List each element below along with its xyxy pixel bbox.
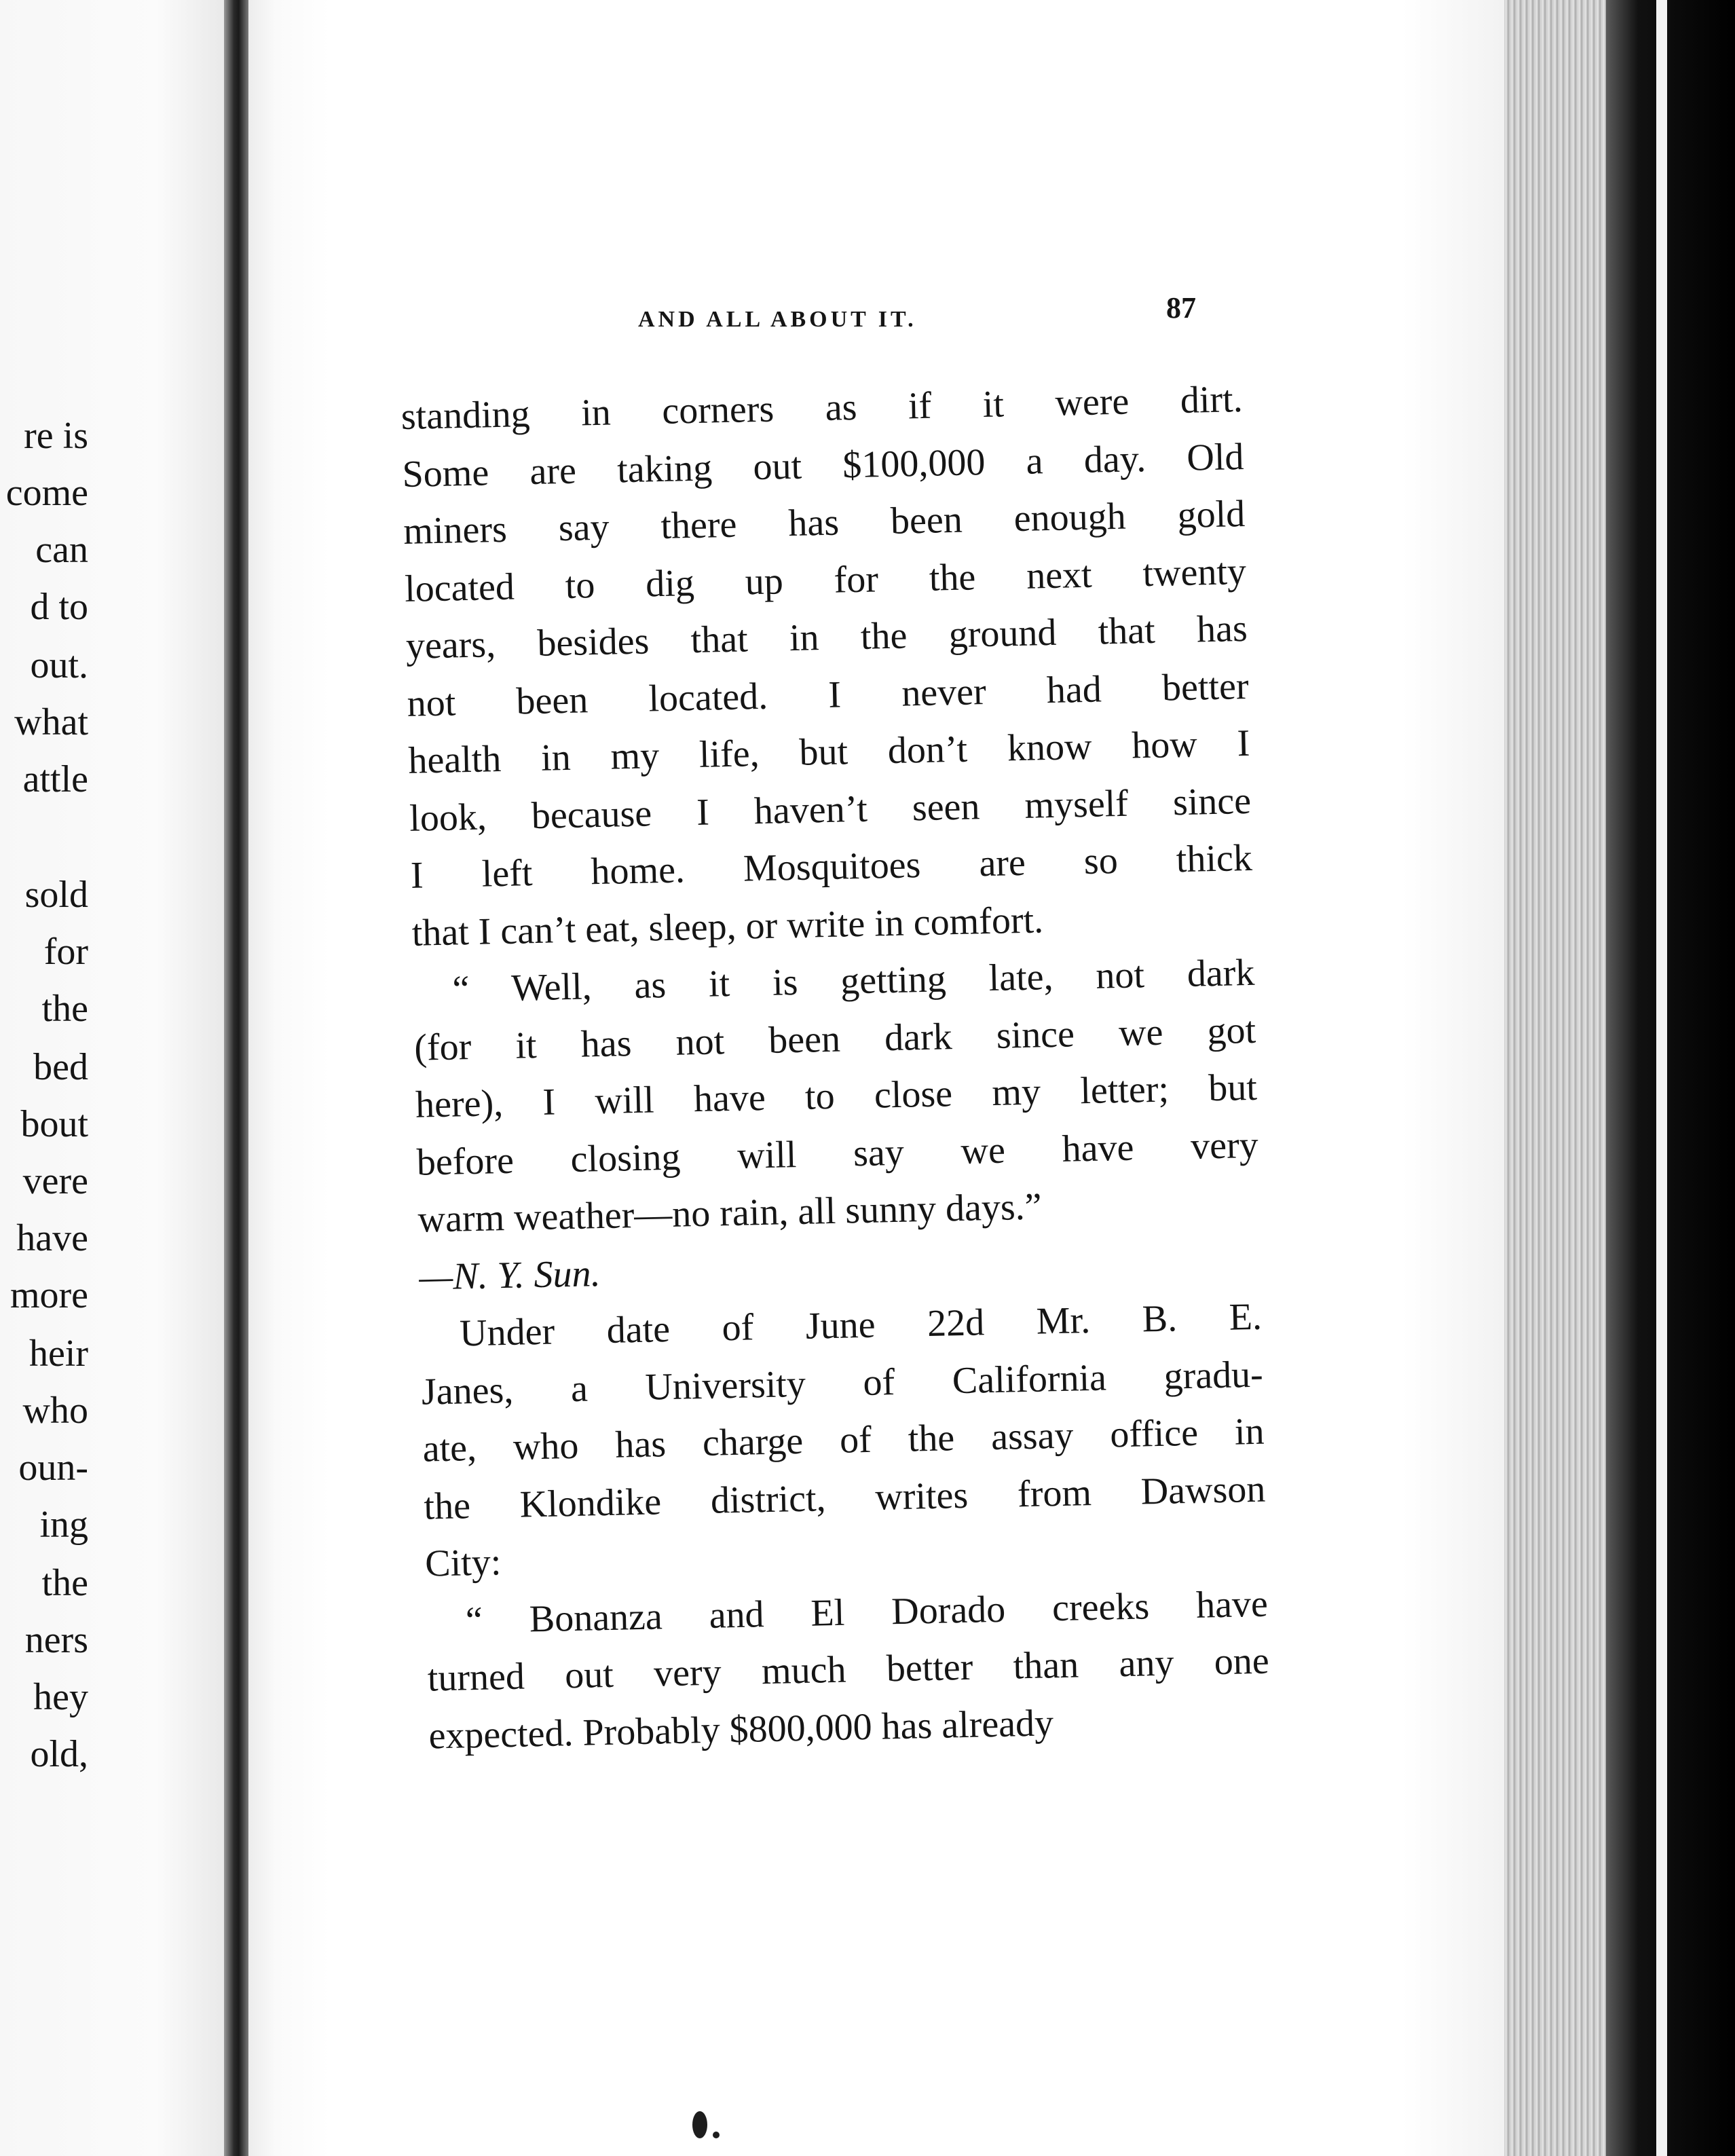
left-page-fragment: attle	[22, 758, 88, 800]
left-page-fragment: bed	[33, 1046, 88, 1088]
left-page-fragment: ing	[39, 1504, 88, 1546]
left-page-fragment: the	[41, 988, 88, 1030]
body-text	[400, 371, 1271, 1765]
left-page-fragment: the	[41, 1562, 88, 1604]
facing-left-page	[0, 0, 224, 2156]
text-line: years, besides that in the ground that has	[405, 607, 1248, 667]
left-page-fragment: can	[35, 529, 88, 571]
dust-speck	[692, 2111, 707, 2138]
text-line: look, because I haven’t seen myself since	[409, 779, 1252, 840]
text-line: turned out very much better than any one	[427, 1639, 1270, 1700]
text-line: located to dig up for the next twenty	[404, 550, 1247, 610]
left-page-fragment: bout	[20, 1103, 88, 1145]
cover-highlight	[1656, 0, 1667, 2156]
text-line: that I can’t eat, sleep, or write in comfort.	[411, 898, 1044, 954]
left-page-fragment: come	[5, 472, 88, 514]
left-page-fragment: oun-	[18, 1447, 88, 1489]
text-line: ate, who has charge of the assay office in	[422, 1410, 1265, 1470]
text-line: Some are taking out $100,000 a day. Old	[402, 435, 1245, 496]
text-line: not been located. I never had better	[407, 665, 1250, 725]
left-page-fragment: what	[14, 701, 88, 743]
dust-speck	[713, 2132, 720, 2138]
text-line: (for it has not been dark since we got	[413, 1009, 1256, 1069]
left-page-fragment: d to	[30, 586, 88, 628]
text-line: I left home. Mosquitoes are so thick	[410, 836, 1253, 897]
left-page-fragment: hey	[33, 1676, 88, 1718]
left-page-fragment: who	[22, 1390, 88, 1432]
text-line: warm weather—no rain, all sunny days.”	[417, 1185, 1043, 1241]
page-number: 87	[1166, 291, 1196, 324]
book-gutter	[224, 0, 248, 2156]
text-line: the Klondike district, writes from Dawson	[423, 1468, 1266, 1528]
left-page-fragment: more	[10, 1274, 88, 1316]
text-line: Janes, a University of California gradu-	[421, 1353, 1264, 1413]
text-line: before closing will say we have very	[416, 1123, 1259, 1184]
left-page-fragment: heir	[29, 1333, 88, 1375]
running-head: AND ALL ABOUT IT.	[638, 307, 917, 332]
left-page-fragment: out.	[30, 644, 88, 686]
text-line: health in my life, but don’t know how I	[407, 722, 1250, 782]
left-page-fragment: sold	[24, 874, 88, 916]
left-page-fragment: for	[43, 931, 88, 973]
left-page-fragment: ners	[24, 1619, 88, 1661]
text-line: “ Bonanza and El Dorado creeks have	[465, 1582, 1269, 1641]
page-block-edge	[1504, 0, 1606, 2156]
text-line: “ Well, as it is getting late, not dark	[451, 951, 1255, 1011]
left-page-fragment: vere	[22, 1160, 88, 1202]
left-page-fragment: old,	[30, 1733, 88, 1775]
quote-attribution: —N. Y. Sun.	[418, 1252, 601, 1299]
text-line: here), I will have to close my letter; but	[415, 1066, 1258, 1126]
text-line: City:	[424, 1541, 502, 1585]
text-line: standing in corners as if it were dirt.	[400, 378, 1244, 438]
left-page-fragment: re is	[24, 415, 88, 457]
text-line: expected. Probably $800,000 has already	[428, 1701, 1054, 1758]
book-cover-edge	[1606, 0, 1735, 2156]
text-line: miners say there has been enough gold	[403, 492, 1246, 553]
left-page-fragment: have	[16, 1217, 88, 1259]
text-line: Under date of June 22d Mr. B. E.	[459, 1295, 1263, 1355]
